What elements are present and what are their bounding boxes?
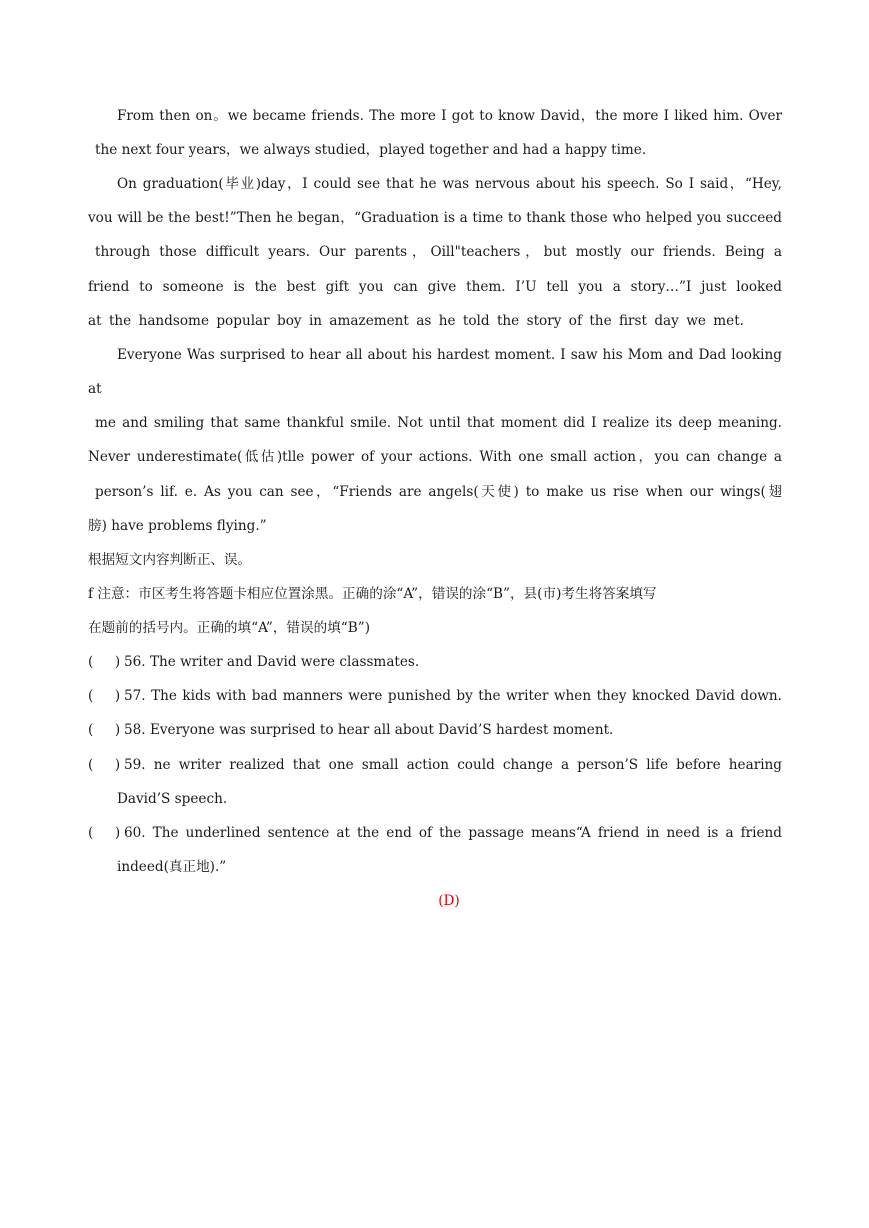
instruction-note-cont: 在题前的括号内。正确的填“A”，错误的填“B”) [88,620,371,636]
answer-bracket[interactable]: ( ) [88,757,121,773]
answer-bracket[interactable]: ( ) [88,825,121,841]
passage-line: the next four years，we always studied，played together and had a happy time. [95,142,647,158]
answer-bracket[interactable]: ( ) [88,722,121,738]
question-text: 56. The writer and David were classmates. [124,654,420,670]
passage-line: Never underestimate(低估)tlle power of your actions. With one small action，you can change a [88,449,782,465]
question-text: 57. The kids with bad manners were punished by the writer when they knocked David down. [124,688,782,704]
answer-bracket[interactable]: ( ) [88,688,121,704]
passage-line: 膀) have problems flying.” [88,518,267,534]
passage-line: friend to someone is the best gift you can give them. I’U tell you a story…”I just looked [88,279,782,295]
question-text-cont: David’S speech. [117,791,228,807]
answer-bracket[interactable]: ( ) [88,654,121,670]
passage-line: me and smiling that same thankful smile. Not until that moment did I realize its deep meaning. [95,415,782,431]
question-text: 59. ne writer realized that one small action could change a person’S life before hearing [124,757,782,773]
passage-line: through those difficult years. Our parents，Oill"teachers，but mostly our friends. Being a [95,244,782,260]
passage-line: at the handsome popular boy in amazement as he told the story of the first day we met. [88,313,744,329]
question-text: 60. The underlined sentence at the end of the passage means“A friend in need is a friend [124,825,782,841]
instruction-heading: 根据短文内容判断正、误。 [88,552,252,568]
passage-line: From then on。we became friends. The more I got to know David，the more I liked him. Over [117,108,782,124]
passage-line: vou will be the best!”Then he began，“Graduation is a time to thank those who helped you succeed [88,210,782,226]
instruction-note: f 注意：市区考生将答题卡相应位置涂黑。正确的涂“A”，错误的涂“B”，县(市)考生将答案填写 [88,586,657,602]
passage-line: person’s lif. e. As you can see，“Friends are angels(天使) to make us rise when our wings(翅 [95,484,782,500]
section-label: (D) [438,893,460,909]
passage-line: at [88,381,102,397]
passage-line: On graduation(毕业)day，I could see that he was nervous about his speech. So I said，“Hey, [117,176,782,192]
question-text-cont: indeed(真正地).” [117,859,227,875]
question-text: 58. Everyone was surprised to hear all about David’S hardest moment. [124,722,614,738]
passage-line: Everyone Was surprised to hear all about his hardest moment. I saw his Mom and Dad looking [117,347,782,363]
